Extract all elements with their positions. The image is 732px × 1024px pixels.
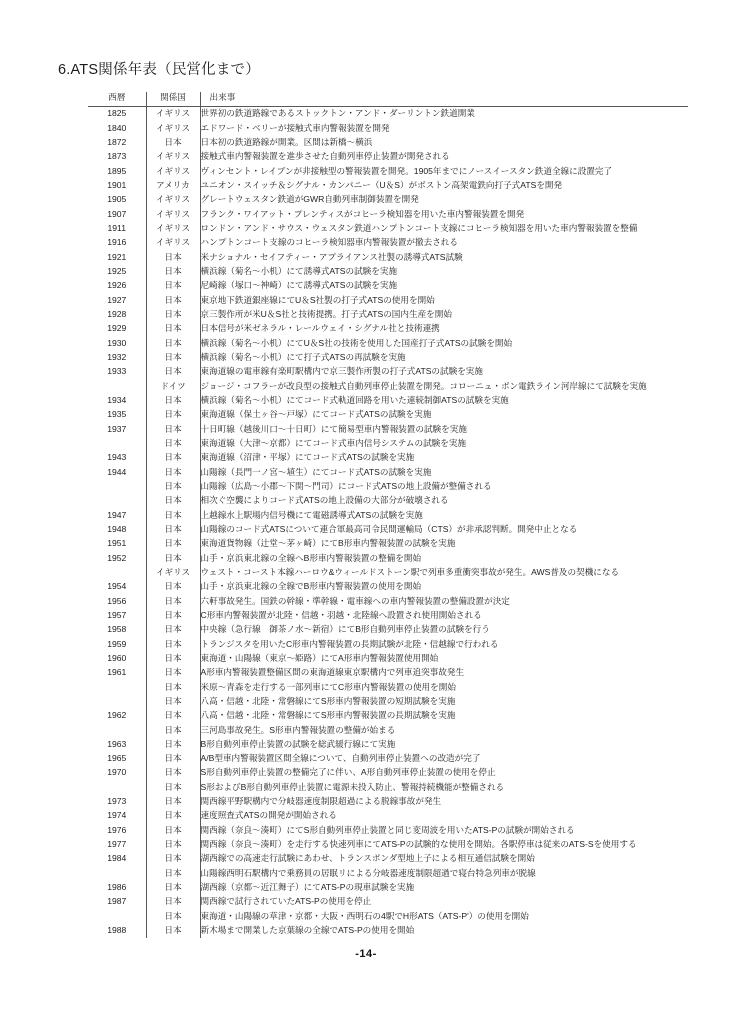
cell-nation: 日本 [146,551,200,565]
cell-year: 1895 [107,165,127,176]
cell-nation: 日本 [146,838,200,852]
cell-event: 横浜線（菊名〜小机）にてU＆S社の技術を使用した国産打子式ATSの試験を開始 [200,337,513,348]
cell-nation: 日本 [146,723,200,737]
cell-event: A/B型車内警報装置区間全線について、自動列車停止装置への改造が完了 [200,753,481,764]
cell-nation: 日本 [146,895,200,909]
cell-event: グレートウェスタン鉄道がGWR自動列車制御装置を開発 [200,194,419,205]
cell-event: ヴィンセント・レイブンが非接触型の警報装置を開発。1905年までにノースイースタン鉄道全線に設置完了 [200,165,613,176]
cell-event: 京三製作所が米U＆S社と技術提携。打子式ATSの国内生産を開始 [200,308,452,319]
cell-year: 1959 [107,638,127,649]
cell-nation: 日本 [146,451,200,465]
table-row [88,766,688,780]
table-row [88,823,688,837]
cell-nation: 日本 [146,308,200,322]
table-row [88,809,688,823]
cell-event: 東海道・山陽線（東京〜姫路）にてA形車内警報装置使用開始 [200,652,439,663]
cell-nation: 日本 [146,780,200,794]
cell-year: 1911 [107,223,126,234]
cell-event: フランク・ワイアット・プレンティスがコヒーラ検知器を用いた車内警報装置を開発 [200,208,525,219]
cell-year: 1974 [107,810,127,821]
cell-year: 1958 [107,624,127,635]
table-row [88,422,688,436]
cell-nation: 日本 [146,637,200,651]
table-row [88,551,688,565]
cell-year: 1905 [107,194,127,205]
table-row [88,881,688,895]
table-row [88,508,688,522]
ats-timeline-table-container [88,92,688,938]
cell-nation: 日本 [146,666,200,680]
cell-nation: 日本 [146,136,200,150]
table-row [88,494,688,508]
cell-event: 米ナショナル・セイフティー・アプライアンス社製の誘導式ATS試験 [200,251,463,262]
cell-year: 1944 [107,466,127,477]
table-row [88,895,688,909]
cell-nation: 日本 [146,580,200,594]
cell-event: 速度照査式ATSの開発が開始される [200,810,337,821]
cell-nation: アメリカ [146,179,200,193]
cell-event: 相次ぐ空襲によりコード式ATSの地上設備の大部分が破壊される [200,495,449,506]
cell-event: 横浜線（菊名〜小机）にてコード式軌道回路を用いた連続制御ATSの試験を実施 [200,394,509,405]
cell-year [88,566,146,580]
column-header-event: 出来事 [209,92,236,102]
cell-event: 東海道線（大津〜京都）にてコード式車内信号システムの試験を実施 [200,437,467,448]
cell-nation: 日本 [146,795,200,809]
cell-event: 東海道線（保土ヶ谷〜戸塚）にてコード式ATSの試験を実施 [200,409,432,420]
table-row [88,666,688,680]
table-row [88,537,688,551]
cell-year: 1928 [107,308,127,319]
cell-year: 1873 [107,151,127,162]
cell-nation: 日本 [146,336,200,350]
page-title: 6.ATS関係年表（民営化まで） [58,62,260,78]
cell-event: 八高・信越・北陸・常磐線にてS形車内警報装置の短期試験を実施 [200,695,456,706]
cell-nation: 日本 [146,351,200,365]
cell-nation: イギリス [146,164,200,178]
table-row [88,852,688,866]
cell-year: 1943 [107,452,127,463]
table-row [88,379,688,393]
cell-nation: 日本 [146,823,200,837]
table-row [88,236,688,250]
table-row [88,623,688,637]
cell-nation: 日本 [146,680,200,694]
table-row [88,293,688,307]
table-row [88,222,688,236]
cell-year: 1948 [107,523,127,534]
cell-event: 米原〜青森を走行する一部列車にてC形車内警報装置の使用を開始 [200,681,456,692]
cell-year: 1977 [107,839,127,850]
table-row [88,179,688,193]
cell-year: 1929 [107,323,127,334]
cell-nation: 日本 [146,608,200,622]
cell-nation: 日本 [146,322,200,336]
cell-event: 東海道・山陽線の草津・京都・大阪・西明石の4駅でH形ATS（ATS-P'）の使用を開始 [200,910,529,921]
cell-nation: 日本 [146,809,200,823]
table-body [88,107,688,939]
cell-nation: 日本 [146,866,200,880]
cell-event: ユニオン・スイッチ＆シグナル・カンパニー（U＆S）がボストン高架電鉄向打子式ATSを開発 [200,180,563,191]
cell-year [88,723,146,737]
cell-nation: 日本 [146,279,200,293]
cell-event: 十日町線（越後川口〜十日町）にて簡易型車内警報装置の試験を実施 [200,423,467,434]
cell-nation: 日本 [146,594,200,608]
cell-nation: イギリス [146,236,200,250]
ats-timeline-table [88,92,688,938]
cell-nation: 日本 [146,651,200,665]
cell-year [88,437,146,451]
cell-nation: イギリス [146,222,200,236]
cell-event: 横浜線（菊名〜小机）にて打子式ATSの再試験を実施 [200,351,406,362]
table-row [88,394,688,408]
cell-year: 1872 [107,137,127,148]
cell-year [88,379,146,393]
cell-year [88,494,146,508]
cell-year: 1973 [107,796,127,807]
table-row [88,924,688,938]
table-header [88,92,688,107]
table-row [88,308,688,322]
cell-year: 1965 [107,753,127,764]
cell-year: 1926 [107,280,127,291]
cell-year: 1960 [107,652,127,663]
table-row [88,437,688,451]
cell-nation: 日本 [146,494,200,508]
cell-event: エドワード・ベリーが接触式車内警報装置を開発 [200,122,390,133]
cell-year: 1930 [107,337,127,348]
cell-year: 1988 [107,925,127,936]
cell-year: 1916 [107,237,127,248]
cell-year: 1986 [107,882,127,893]
cell-nation: 日本 [146,709,200,723]
table-row [88,408,688,422]
cell-year: 1961 [107,667,127,678]
cell-nation: 日本 [146,523,200,537]
table-row [88,322,688,336]
table-row [88,279,688,293]
table-row [88,709,688,723]
cell-year: 1907 [107,208,127,219]
cell-year [88,694,146,708]
table-row [88,480,688,494]
cell-year: 1957 [107,609,127,620]
cell-year: 1976 [107,824,127,835]
table-row [88,250,688,264]
table-row [88,694,688,708]
cell-event: 東海道線（沼津・平塚）にてコード式ATSの試験を実施 [200,452,415,463]
table-row [88,164,688,178]
cell-nation: 日本 [146,293,200,307]
cell-event: 横浜線（菊名〜小机）にて誘導式ATSの試験を実施 [200,266,398,276]
table-row [88,752,688,766]
cell-event: 日本信号が米ゼネラル・レールウェイ・シグナル社と技術連携 [200,323,440,334]
cell-nation: 日本 [146,437,200,451]
table-row [88,780,688,794]
table-row [88,107,688,122]
cell-event: 山陽線西明石駅構内で乗務員の居眠リによる分岐器速度制限超過で寝台特急列車が脱線 [200,867,536,878]
cell-year: 1935 [107,409,127,420]
cell-year: 1925 [107,266,127,276]
cell-nation: 日本 [146,480,200,494]
cell-year: 1921 [107,251,127,262]
cell-nation: 日本 [146,924,200,938]
cell-nation: 日本 [146,394,200,408]
cell-nation: イギリス [146,121,200,135]
cell-nation: イギリス [146,566,200,580]
table-row [88,566,688,580]
cell-event: 新木場まで開業した京葉線の全線でATS-Pの使用を開始 [200,925,415,936]
cell-event: 上越線水上駅場内信号機にて電磁誘導式ATSの試験を実施 [200,509,423,520]
table-row [88,265,688,279]
table-row [88,523,688,537]
cell-event: 山手・京浜東北線の全線へB形車内警報装置の整備を開始 [200,552,422,563]
cell-nation: 日本 [146,766,200,780]
cell-nation: 日本 [146,465,200,479]
cell-year [88,480,146,494]
cell-nation: 日本 [146,623,200,637]
page-number: -14- [355,948,377,960]
cell-event: 関西線で試行されていたATS-Pの使用を停止 [200,896,372,907]
cell-event: 三河島事故発生。S形車内警報装置の整備が始まる [200,724,396,735]
table-row [88,608,688,622]
cell-event: 湖西線（京都〜近江舞子）にてATS-Pの現車試験を実施 [200,882,415,893]
cell-year: 1932 [107,351,127,362]
cell-year: 1947 [107,509,127,520]
cell-nation: 日本 [146,909,200,923]
cell-event: A形車内警報装置整備区間の東海道線東京駅構内で列車追突事故発生 [200,667,465,678]
cell-year: 1954 [107,581,127,592]
cell-event: 東京地下鉄道銀座線にてU＆S社製の打子式ATSの使用を開始 [200,294,435,305]
cell-year: 1962 [107,710,127,721]
cell-nation: 日本 [146,250,200,264]
cell-event: 東海道線の電車線有楽町駅構内で京三製作所製の打子式ATSの試験を実施 [200,366,483,377]
cell-event: トランジスタを用いたC形車内警報装置の長期試験が北陸・信越線で行われる [200,638,499,649]
cell-nation: 日本 [146,408,200,422]
table-row [88,723,688,737]
cell-year [88,680,146,694]
cell-year: 1934 [107,394,127,405]
cell-event: 関西線（奈良〜湊町）を走行する快速列車にてATS-Pの試験的な使用を開始。各駅停車は従来のATS-Sを使用する [200,839,637,850]
cell-nation: 日本 [146,365,200,379]
cell-year: 1840 [107,122,127,133]
cell-nation: 日本 [146,752,200,766]
cell-nation: イギリス [146,207,200,221]
cell-event: 日本初の鉄道路線が開業。区間は新橋〜横浜 [200,137,373,148]
cell-event: 山陽線のコード式ATSについて連合軍最高司令民間運輸局（CTS）が非承認判断。開発中止となる [200,523,578,534]
cell-event: 接触式車内警報装置を進歩させた自動列車停止装置が開発される [200,151,450,162]
table-row [88,150,688,164]
cell-nation: 日本 [146,694,200,708]
cell-event: B形自動列車停止装置の試験を総武緩行線にて実施 [200,738,396,749]
table-row [88,336,688,350]
cell-year: 1933 [107,366,127,377]
cell-year [88,866,146,880]
cell-event: 湖西線での高速走行試験にあわせ、トランスポンダ型地上子による相互通信試験を開始 [200,853,535,864]
cell-event: 関西線（奈良〜湊町）にてS形自動列車停止装置と同じ変周波を用いたATS-Pの試験が開始される [200,824,575,835]
cell-year: 1937 [107,423,127,434]
cell-nation: 日本 [146,422,200,436]
table-row [88,651,688,665]
cell-event: S形自動列車停止装置の整備完了に伴い、A形自動列車停止装置の使用を停止 [200,767,496,778]
cell-nation: ドイツ [146,379,200,393]
table-row [88,680,688,694]
table-row [88,580,688,594]
table-row [88,795,688,809]
column-header-nation: 関係国 [146,92,200,107]
table-row [88,193,688,207]
cell-year [88,780,146,794]
cell-year: 1901 [107,180,127,191]
cell-event: ジョージ・コフラーが改良型の接触式自動列車停止装置を開発。コローニュ・ボン電鉄ライン河岸線にて試験を実施 [200,380,647,391]
cell-nation: イギリス [146,193,200,207]
table-row [88,136,688,150]
cell-event: 尼崎線（塚口〜神崎）にて誘導式ATSの試験を実施 [200,280,398,291]
cell-event: 八高・信越・北陸・常磐線にてS形車内警報装置の長期試験を実施 [200,710,456,721]
cell-year: 1984 [107,853,127,864]
cell-event: 世界初の鉄道路線であるストックトン・アンド・ダーリントン鉄道開業 [200,108,475,119]
cell-event: ロンドン・アンド・サウス・ウェスタン鉄道ハンプトンコート支線にコヒーラ検知器を用いた車内警報装置を整備 [200,223,638,234]
cell-nation: イギリス [146,107,200,122]
cell-nation: 日本 [146,265,200,279]
cell-year: 1927 [107,294,127,305]
cell-event: 山陽線（長門一ノ宮〜埴生）にてコード式ATSの試験を実施 [200,466,432,477]
cell-event: ウェスト・コースト本線ハーロウ&ウィールドストーン駅で列車多重衝突事故が発生。AWS普及の契機になる [200,566,620,577]
cell-event: 東海道貨物線（辻堂〜茅ヶ崎）にてB形車内警報装置の試験を実施 [200,538,456,549]
cell-year: 1987 [107,896,127,907]
cell-year: 1970 [107,767,127,778]
cell-year: 1952 [107,552,127,563]
cell-year: 1825 [107,108,127,119]
cell-nation: 日本 [146,508,200,522]
table-row [88,121,688,135]
cell-event: 六軒事故発生。国鉄の幹線・準幹線・電車線への車内警報装置の整備設置が決定 [200,595,510,606]
cell-event: ハンプトンコート支線のコヒーラ検知器車内警報装置が撤去される [200,237,458,248]
cell-event: 山陽線（広島〜小郡〜下関〜門司）にコード式ATSの地上設備が整備される [200,480,492,491]
table-header-row [88,92,688,107]
cell-nation: イギリス [146,150,200,164]
table-row [88,637,688,651]
table-row [88,451,688,465]
table-row [88,594,688,608]
table-row [88,351,688,365]
cell-event: C形車内警報装置が北陸・信越・羽越・北陸線へ設置され使用開始される [200,609,482,620]
cell-nation: 日本 [146,852,200,866]
table-row [88,838,688,852]
table-row [88,909,688,923]
table-row [88,465,688,479]
cell-event: 関西線平野駅構内で分岐器速度制限超過による脱線事故が発生 [200,796,442,807]
table-row [88,866,688,880]
cell-nation: 日本 [146,737,200,751]
table-row [88,737,688,751]
table-row [88,207,688,221]
cell-event: 山手・京浜東北線の全線でB形車内警報装置の使用を開始 [200,581,422,592]
cell-year: 1956 [107,595,127,606]
cell-nation: 日本 [146,881,200,895]
cell-event: S形およびB形自動列車停止装置に電源未投入防止、警報持続機能が整備される [200,781,505,792]
cell-year: 1963 [107,738,127,749]
cell-year [88,909,146,923]
cell-year: 1951 [107,538,127,549]
column-header-year: 西暦 [108,92,126,102]
cell-event: 中央線（急行線 御茶ノ水〜新宿）にてB形自動列車停止装置の試験を行う [200,624,490,635]
table-row [88,365,688,379]
cell-nation: 日本 [146,537,200,551]
